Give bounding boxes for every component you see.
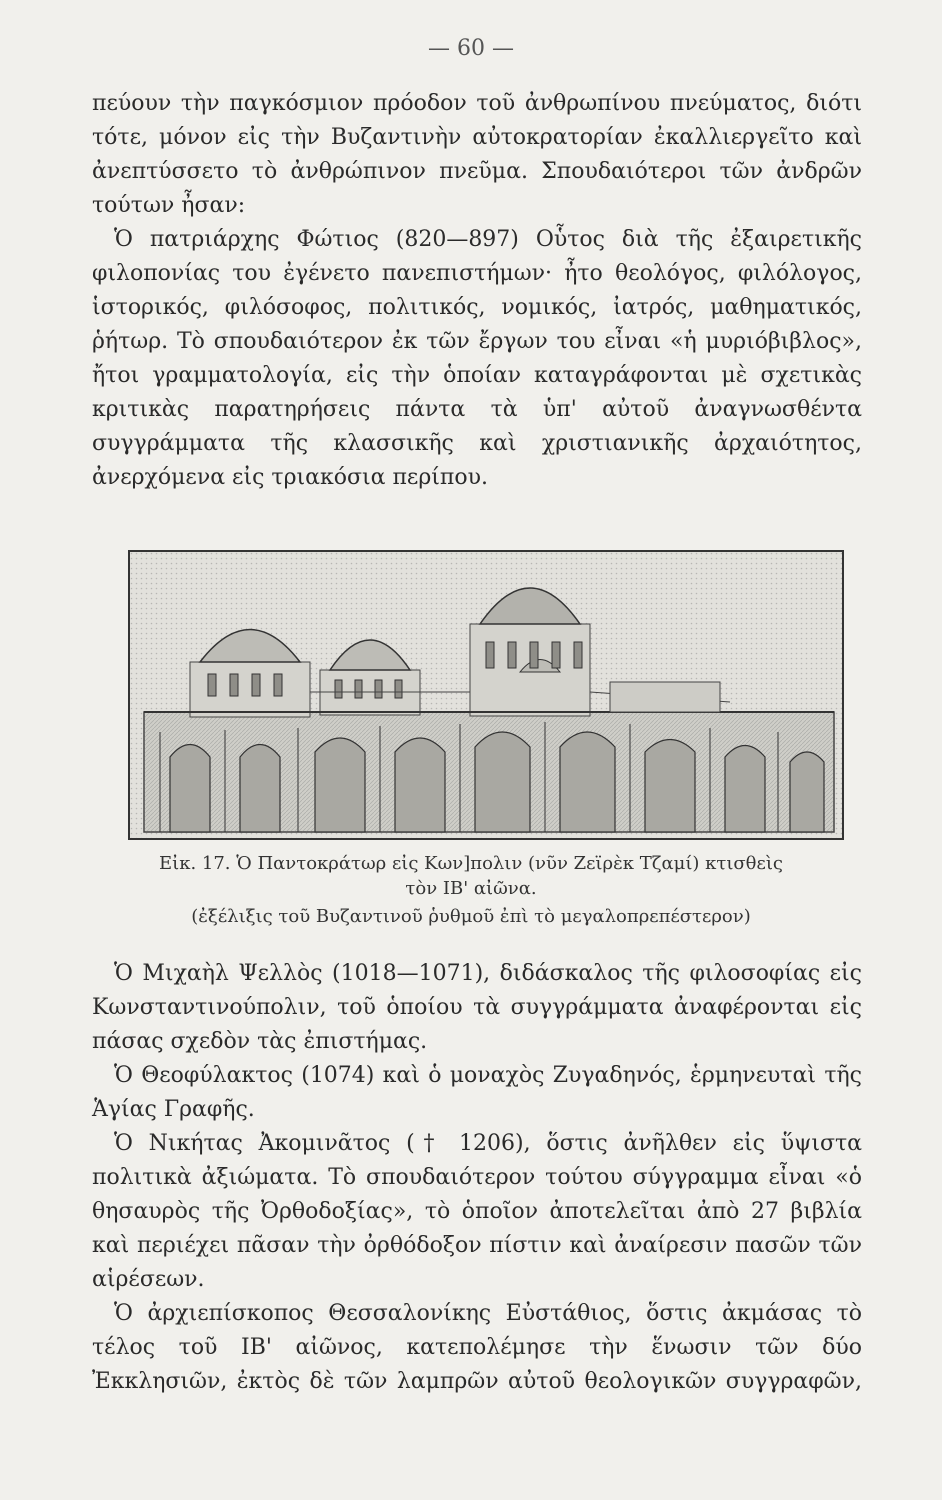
paragraph-theophylaktos: Ὁ Θεοφύλακτος (1074) καὶ ὁ μοναχὸς Ζυγαδηνός, ἑρμηνευταὶ τῆς Ἁγίας Γραφῆς.	[92, 1063, 862, 1122]
figure-caption-line-2: τὸν ΙΒ' αἰῶνα.	[405, 878, 537, 899]
bottom-text-block	[92, 957, 862, 1399]
figure-caption-line-3: (ἐξέλιξις τοῦ Βυζαντινοῦ ῥυθμοῦ ἐπὶ τὸ μεγαλοπρεπέστερον)	[191, 906, 751, 927]
top-text-block	[92, 87, 862, 495]
paragraph-intro: πεύουν τὴν παγκόσμιον πρόοδον τοῦ ἀνθρωπίνου πνεύματος, διότι τότε, μόνον εἰς τὴν Βυζαντινὴν αὐτοκρατορίαν ἐκαλλιεργεῖτο καὶ ἀνεπτύσσετο τὸ ἀνθρώπινον πνεῦμα. Σπουδαιότεροι τῶν ἀνδρῶν τούτων ἦσαν:	[92, 91, 862, 218]
page-number: — 60 —	[428, 36, 514, 61]
figure-caption-line-1: Εἰκ. 17. Ὁ Παντοκράτωρ εἰς Κων]πολιν (νῦν Ζεϊρὲκ Τζαμί) κτισθεὶς	[159, 853, 783, 874]
paragraph-photios: Ὁ πατριάρχης Φώτιος (820—897) Οὗτος διὰ τῆς ἐξαιρετικῆς φιλοπονίας του ἐγένετο πανεπιστήμων· ἦτο θεολόγος, φιλόλογος, ἱστορικός, φιλόσοφος, πολιτικός, νομικός, ἰατρός, μαθηματικός, ῥήτωρ. Τὸ σπουδαιότερον ἐκ τῶν ἔργων του εἶναι «ἡ μυριόβιβλος», ἤτοι γραμματολογία, εἰς τὴν ὁποίαν καταγράφονται μὲ σχετικὰς κριτικὰς παρατηρήσεις πάντα τὰ ὑπ' αὐτοῦ ἀναγνωσθέντα συγγράμματα τῆς κλασσικῆς καὶ χριστιανικῆς ἀρχαιότητος, ἀνερχόμενα εἰς τριακόσια περίπου.	[92, 227, 862, 490]
pantokrator-church-drawing	[130, 552, 842, 838]
paragraph-eustathios: Ὁ ἀρχιεπίσκοπος Θεσσαλονίκης Εὐστάθιος, ὅστις ἀκμάσας τὸ τέλος τοῦ ΙΒ' αἰῶνος, κατεπολέμησε τὴν ἕνωσιν τῶν δύο Ἐκκλησιῶν, ἐκτὸς δὲ τῶν λαμπρῶν αὐτοῦ θεολογικῶν συγγραφῶν,	[92, 1301, 862, 1394]
paragraph-psellos: Ὁ Μιχαὴλ Ψελλὸς (1018—1071), διδάσκαλος τῆς φιλοσοφίας εἰς Κωνσταντινούπολιν, τοῦ ὁποίου τὰ συγγράμματα ἀναφέρονται εἰς πάσας σχεδὸν τὰς ἐπιστήμας.	[92, 961, 862, 1054]
church-illustration	[128, 550, 844, 840]
paragraph-niketas: Ὁ Νικήτας Ἀκομινᾶτος († 1206), ὅστις ἀνῆλθεν εἰς ὕψιστα πολιτικὰ ἀξιώματα. Τὸ σπουδαιότερον τούτου σύγγραμμα εἶναι «ὁ θησαυρὸς τῆς Ὀρθοδοξίας», τὸ ὁποῖον ἀποτελεῖται ἀπὸ 27 βιβλία καὶ περιέχει πᾶσαν τὴν ὀρθόδοξον πίστιν καὶ ἀναίρεσιν πασῶν τῶν αἱρέσεων.	[92, 1131, 862, 1292]
